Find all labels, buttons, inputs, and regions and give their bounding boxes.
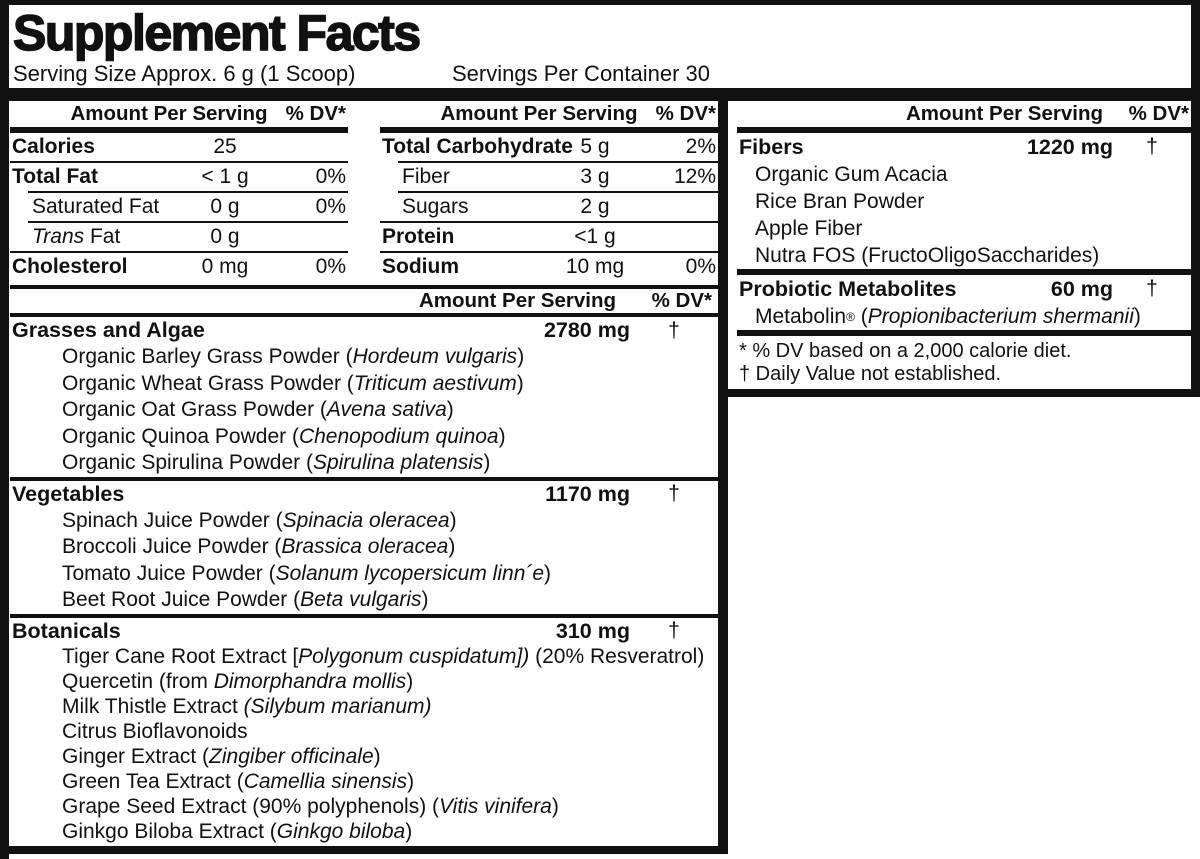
section-grasses-and-algae [10, 317, 718, 477]
latin-name: Ginkgo biloba [276, 820, 406, 843]
nutrient-amount: 25 [213, 134, 237, 158]
section-heading [10, 317, 718, 344]
nutrient-row-total-carbohydrate [380, 133, 718, 161]
latin-name: Brassica oleracea [281, 535, 449, 559]
nutrient-name: Fiber [402, 164, 450, 188]
ingredient-text: ) [449, 508, 457, 532]
ingredient-text: ) [406, 670, 414, 693]
ingredient-item [10, 450, 718, 477]
right-panel-bottom-border [718, 389, 1200, 397]
border-left [0, 0, 9, 859]
ingredient-text: Organic Spirulina Powder ( [62, 451, 313, 475]
nutrient-dv: 2% [685, 134, 716, 158]
nutrient-row-protein [380, 223, 718, 251]
nutrient-amount: 2 g [580, 194, 610, 218]
latin-name: Spinacia oleracea [282, 508, 450, 532]
ingredient-text: ) [498, 424, 506, 448]
dagger-symbol: † [668, 619, 680, 642]
nutrient-name: Total Fat [12, 164, 98, 188]
middle-nutrient-table [380, 100, 718, 281]
servings-per-container-text: Servings Per Container 30 [452, 61, 711, 86]
ingredient-item [10, 795, 718, 820]
footnote-daily-value: † Daily Value not established. [739, 363, 1002, 385]
section-amount: 2780 mg [543, 318, 630, 342]
ingredient-item [10, 561, 718, 588]
trans-rest: Fat [84, 224, 121, 248]
section-name: Fibers [739, 134, 804, 159]
section-probiotic-metabolites [737, 275, 1191, 330]
section-amount: 310 mg [555, 618, 630, 643]
ingredient-text: Metabolin [755, 304, 847, 328]
middle-table-header [380, 100, 718, 127]
section-name: Grasses and Algae [12, 318, 205, 342]
ingredient-text: Grape Seed Extract (90% polyphenols) ( [62, 795, 440, 818]
nutrient-row-sodium [380, 253, 718, 281]
ingredient-text: Organic Wheat Grass Powder ( [62, 371, 354, 395]
nutrient-amount: 3 g [580, 164, 610, 188]
ingredient-text: ) [551, 795, 559, 818]
ingredient-text: ( [854, 304, 868, 328]
nutrient-name: Total Carbohydrate [382, 134, 573, 158]
latin-name: Propionibacterium shermanii [867, 304, 1134, 328]
nutrient-row-total-fat [10, 163, 348, 191]
percent-dv-header: % DV* [1128, 101, 1189, 125]
dagger-symbol: † [668, 482, 680, 505]
trans-italic: Trans [32, 224, 85, 248]
section-fibers [737, 133, 1191, 269]
percent-dv-header: % DV* [285, 102, 346, 125]
percent-dv-header: % DV* [651, 289, 712, 312]
nutrient-amount: 10 mg [565, 254, 625, 278]
ingredient-item [10, 820, 718, 845]
dagger-symbol: † [1146, 135, 1158, 158]
section-heading [10, 481, 718, 508]
latin-name: Spirulina platensis [312, 451, 484, 475]
nutrient-dv: 12% [673, 164, 716, 188]
ingredient-text: Spinach Juice Powder ( [62, 508, 283, 532]
nutrient-amount: 5 g [580, 134, 610, 158]
section-heading [737, 275, 1191, 303]
dagger-symbol: † [1146, 277, 1158, 300]
ingredient-text: Citrus Bioflavonoids [62, 720, 248, 743]
ingredient-item [10, 745, 718, 770]
ingredient-item [10, 534, 718, 561]
ingredient-item [10, 645, 718, 670]
nutrient-dv: 0% [685, 254, 716, 278]
ingredient-text: Quercetin (from [62, 670, 214, 693]
ingredient-item [10, 344, 718, 371]
nutrient-row-fiber [380, 163, 718, 191]
nutrient-amount: <1 g [574, 224, 616, 248]
ingredient-text: Beet Root Juice Powder ( [62, 588, 301, 612]
nutrient-row-trans-fat [10, 223, 348, 251]
ingredient-text: ) [407, 770, 415, 793]
amount-per-serving-header: Amount Per Serving [70, 102, 268, 125]
ingredient-text: Tomato Juice Powder ( [62, 561, 276, 585]
ingredient-item [10, 695, 718, 720]
latin-name: Camellia sinensis [243, 770, 408, 793]
ingredient-text: Ginger Extract ( [62, 745, 210, 768]
nutrient-name: Sugars [402, 194, 469, 218]
amount-per-serving-header: Amount Per Serving [905, 101, 1103, 125]
lower-section-header [10, 289, 718, 313]
nutrient-name: Sodium [382, 254, 459, 278]
ingredient-item [10, 397, 718, 424]
nutrient-amount: 0 g [210, 194, 240, 218]
ingredient-item: Rice Bran Powder [755, 189, 925, 213]
nutrient-amount: 0 mg [201, 254, 249, 278]
ingredient-text: ) [448, 535, 456, 559]
ingredient-item [10, 508, 718, 535]
nutrient-amount: < 1 g [201, 164, 249, 188]
nutrient-dv: 0% [315, 194, 346, 218]
section-botanicals [10, 618, 718, 845]
nutrient-name: Calories [12, 134, 95, 158]
ingredient-text: Organic Quinoa Powder ( [62, 424, 299, 448]
section-vegetables [10, 481, 718, 614]
ingredient-item: Organic Gum Acacia [755, 162, 948, 186]
ingredient-item [10, 424, 718, 451]
section-name: Botanicals [12, 618, 121, 643]
latin-name: Solanum lycopersicum linn´e [275, 561, 545, 585]
border-right [1191, 0, 1200, 397]
right-panel-header [737, 100, 1191, 127]
ingredient-text: (20% Resveratrol) [529, 645, 705, 668]
ingredient-text: ) [446, 398, 454, 422]
ingredient-text: ) [516, 371, 524, 395]
ingredient-text: ) [373, 745, 381, 768]
ingredient-item [10, 720, 718, 745]
ingredient-text: ) [517, 345, 525, 369]
footnote-dv: * % DV based on a 2,000 calorie diet. [739, 340, 1072, 362]
ingredient-item [10, 587, 718, 614]
latin-name: Polygonum cuspidatum]) [298, 645, 530, 668]
ingredient-item [10, 770, 718, 795]
footnotes [737, 336, 1191, 386]
ingredient-text: Ginkgo Biloba Extract ( [62, 820, 277, 843]
ingredient-text: ) [421, 588, 429, 612]
latin-name: Triticum aestivum [353, 371, 517, 395]
nutrient-row-saturated-fat [10, 193, 348, 221]
latin-name: Hordeum vulgaris [352, 345, 518, 369]
nutrient-name: Protein [382, 224, 455, 248]
ingredient-item: Apple Fiber [755, 216, 863, 240]
nutrient-dv: 0% [315, 254, 346, 278]
latin-name: Vitis vinifera [439, 795, 552, 818]
section-amount: 60 mg [1050, 276, 1113, 301]
ingredient-text: ) [544, 561, 552, 585]
ingredient-item [10, 371, 718, 398]
nutrient-row-calories [10, 133, 348, 161]
ingredient-text: Organic Oat Grass Powder ( [62, 398, 327, 422]
nutrient-row-sugars [380, 193, 718, 221]
section-heading [737, 133, 1191, 161]
latin-name: Beta vulgaris [300, 588, 422, 612]
section-amount: 1220 mg [1026, 134, 1113, 159]
left-nutrient-table [10, 100, 348, 281]
serving-size-text: Serving Size Approx. 6 g (1 Scoop) [13, 61, 356, 86]
section-name: Probiotic Metabolites [739, 276, 957, 301]
left-table-header [10, 100, 348, 127]
ingredient-text: Organic Barley Grass Powder ( [62, 345, 353, 369]
page-title: Supplement Facts [13, 5, 420, 61]
nutrient-row-cholesterol [10, 253, 348, 281]
nutrient-name: Cholesterol [12, 254, 128, 278]
border-bottom-left [0, 846, 728, 854]
ingredient-text: ) [1133, 304, 1141, 328]
latin-name: Avena sativa [326, 398, 447, 422]
ingredient-sections [10, 285, 718, 845]
nutrient-dv: 0% [315, 164, 346, 188]
latin-name: (Silybum marianum) [243, 695, 432, 718]
section-name: Vegetables [12, 481, 125, 506]
ingredient-item: Nutra FOS (FructoOligoSaccharides) [755, 243, 1100, 267]
nutrient-amount: 0 g [210, 224, 240, 248]
ingredient-item [10, 670, 718, 695]
section-amount: 1170 mg [545, 481, 630, 506]
vertical-divider-bar [718, 88, 728, 854]
amount-per-serving-header: Amount Per Serving [440, 102, 638, 125]
ingredient-text: Broccoli Juice Powder ( [62, 535, 282, 559]
ingredient-text: Tiger Cane Root Extract [ [62, 645, 299, 668]
ingredient-item: Metabolin ® ( Propionibacterium shermanii ) [755, 304, 1141, 328]
ingredient-text: ) [483, 451, 491, 475]
nutrient-name: Saturated Fat [32, 194, 160, 218]
percent-dv-header: % DV* [655, 102, 716, 125]
nutrient-name [12, 225, 120, 249]
right-panel [737, 100, 1191, 386]
amount-per-serving-header: Amount Per Serving [418, 289, 616, 312]
dagger-symbol: † [668, 318, 680, 342]
latin-name: Chenopodium quinoa [298, 424, 499, 448]
section-heading [10, 618, 718, 645]
ingredient-text: Green Tea Extract ( [62, 770, 244, 793]
latin-name: Zingiber officinale [209, 745, 374, 768]
latin-name: Dimorphandra mollis [213, 670, 407, 693]
ingredient-text: ) [405, 820, 413, 843]
ingredient-text: Milk Thistle Extract [62, 695, 244, 718]
